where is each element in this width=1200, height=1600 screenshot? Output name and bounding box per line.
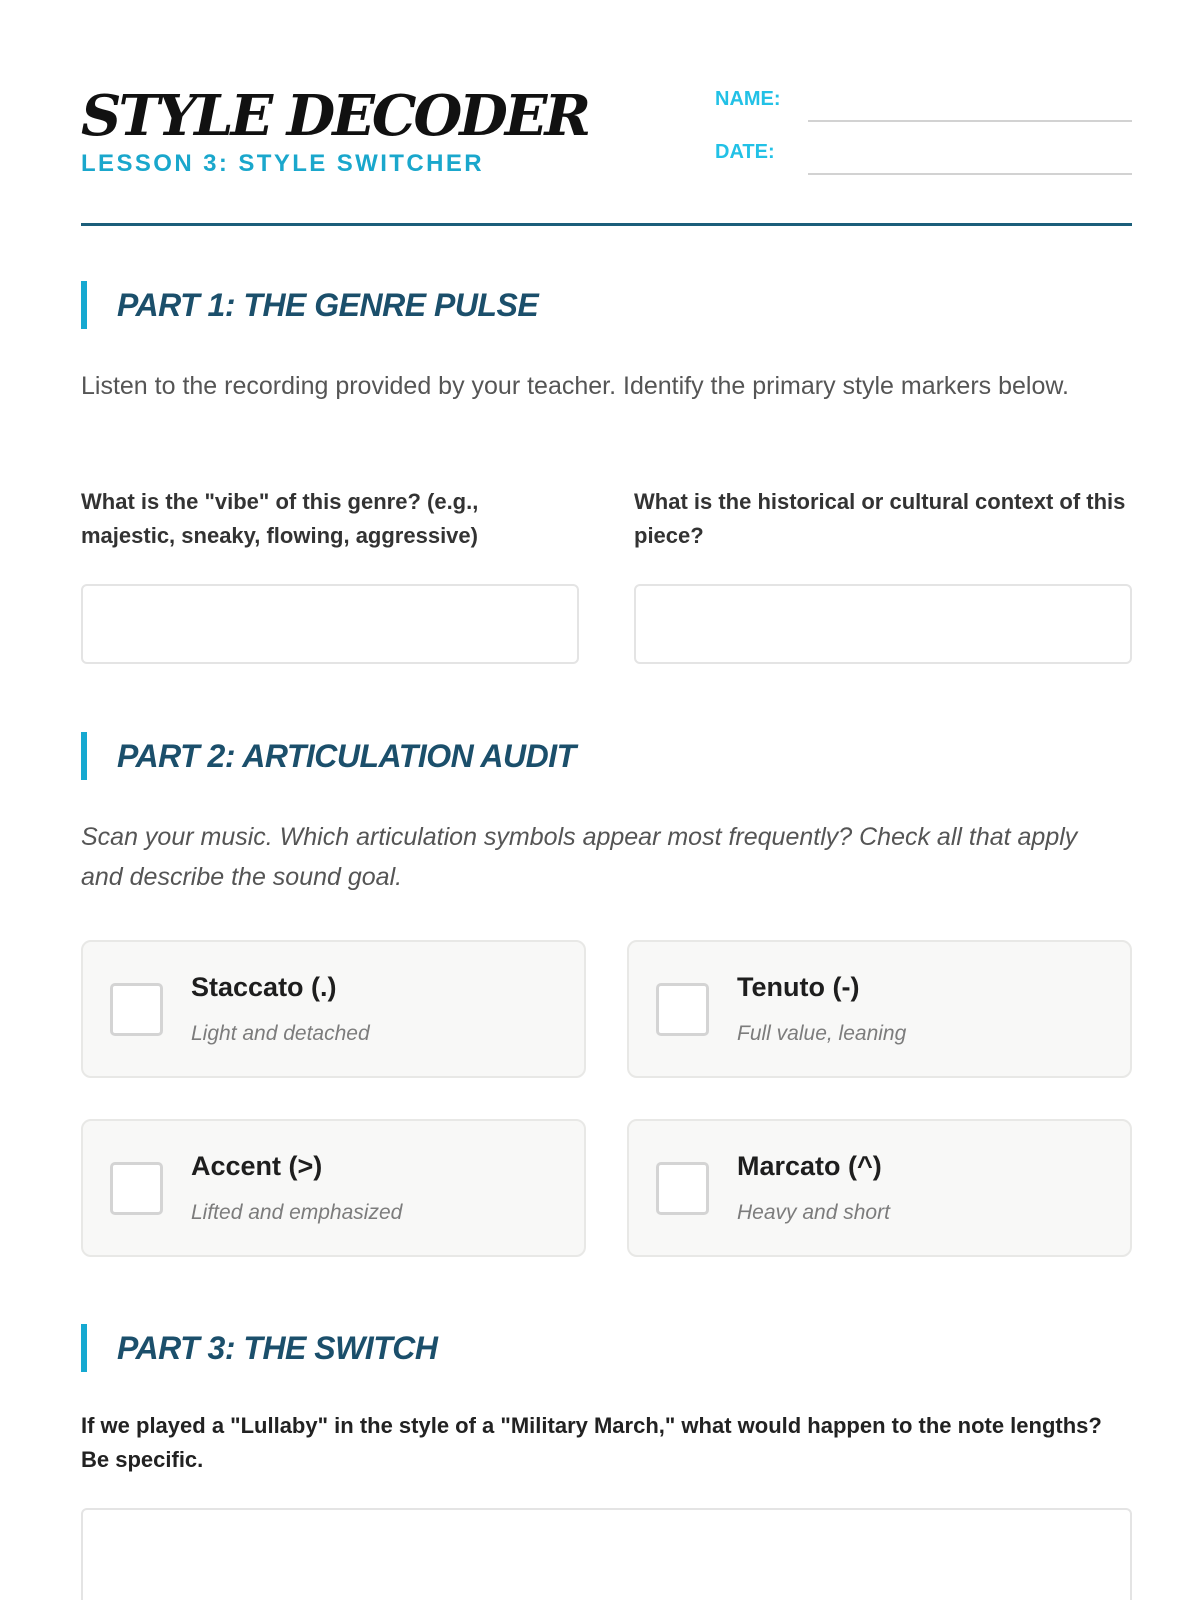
option-card-marcato[interactable] [627, 1119, 1132, 1257]
lesson-subtitle: LESSON 3: STYLE SWITCHER [81, 150, 484, 177]
date-label: DATE: [715, 141, 775, 163]
accent-checkbox[interactable] [110, 1162, 163, 1215]
name-label: NAME: [715, 88, 781, 110]
worksheet-title: STYLE DECODER [81, 83, 589, 149]
name-field[interactable] [808, 120, 1132, 122]
option-description: Lifted and emphasized [191, 1201, 403, 1224]
worksheet-page [81, 0, 1132, 1600]
option-card-staccato[interactable] [81, 940, 586, 1078]
part2-heading [81, 732, 576, 780]
option-card-tenuto[interactable] [627, 940, 1132, 1078]
switch-question: If we played a "Lullaby" in the style of a "Military March," what would happen to the note lengths? Be specific. [81, 1413, 1102, 1472]
part1-heading-text: PART 1: THE GENRE PULSE [117, 286, 539, 323]
option-label: Accent (>) [191, 1151, 323, 1181]
context-answer-box[interactable] [634, 584, 1132, 664]
marcato-checkbox[interactable] [656, 1162, 709, 1215]
part1-heading [81, 281, 538, 329]
option-label: Tenuto (-) [737, 972, 860, 1002]
switch-answer-box[interactable] [81, 1508, 1132, 1600]
vibe-question: What is the "vibe" of this genre? (e.g., majestic, sneaky, flowing, aggressive) [81, 489, 479, 548]
worksheet-header [81, 0, 1132, 226]
part3-heading-text: PART 3: THE SWITCH [117, 1329, 438, 1366]
option-description: Heavy and short [737, 1201, 890, 1224]
staccato-checkbox[interactable] [110, 983, 163, 1036]
part2-instruction: Scan your music. Which articulation symbols appear most frequently? Check all that apply and describe the sound goal. [81, 823, 1078, 891]
vibe-answer-box[interactable] [81, 584, 579, 664]
tenuto-checkbox[interactable] [656, 983, 709, 1036]
option-label: Marcato (^) [737, 1151, 882, 1181]
name-row [715, 84, 1132, 124]
option-card-accent[interactable] [81, 1119, 586, 1257]
part2-heading-text: PART 2: ARTICULATION AUDIT [117, 737, 576, 774]
part1-instruction: Listen to the recording provided by your teacher. Identify the primary style markers below. [81, 372, 1069, 400]
option-description: Full value, leaning [737, 1022, 907, 1045]
part3-heading [81, 1324, 437, 1372]
date-field[interactable] [808, 173, 1132, 175]
option-description: Light and detached [191, 1022, 370, 1045]
date-row [715, 137, 1132, 177]
context-question: What is the historical or cultural context of this piece? [634, 489, 1126, 548]
option-label: Staccato (.) [191, 972, 337, 1002]
